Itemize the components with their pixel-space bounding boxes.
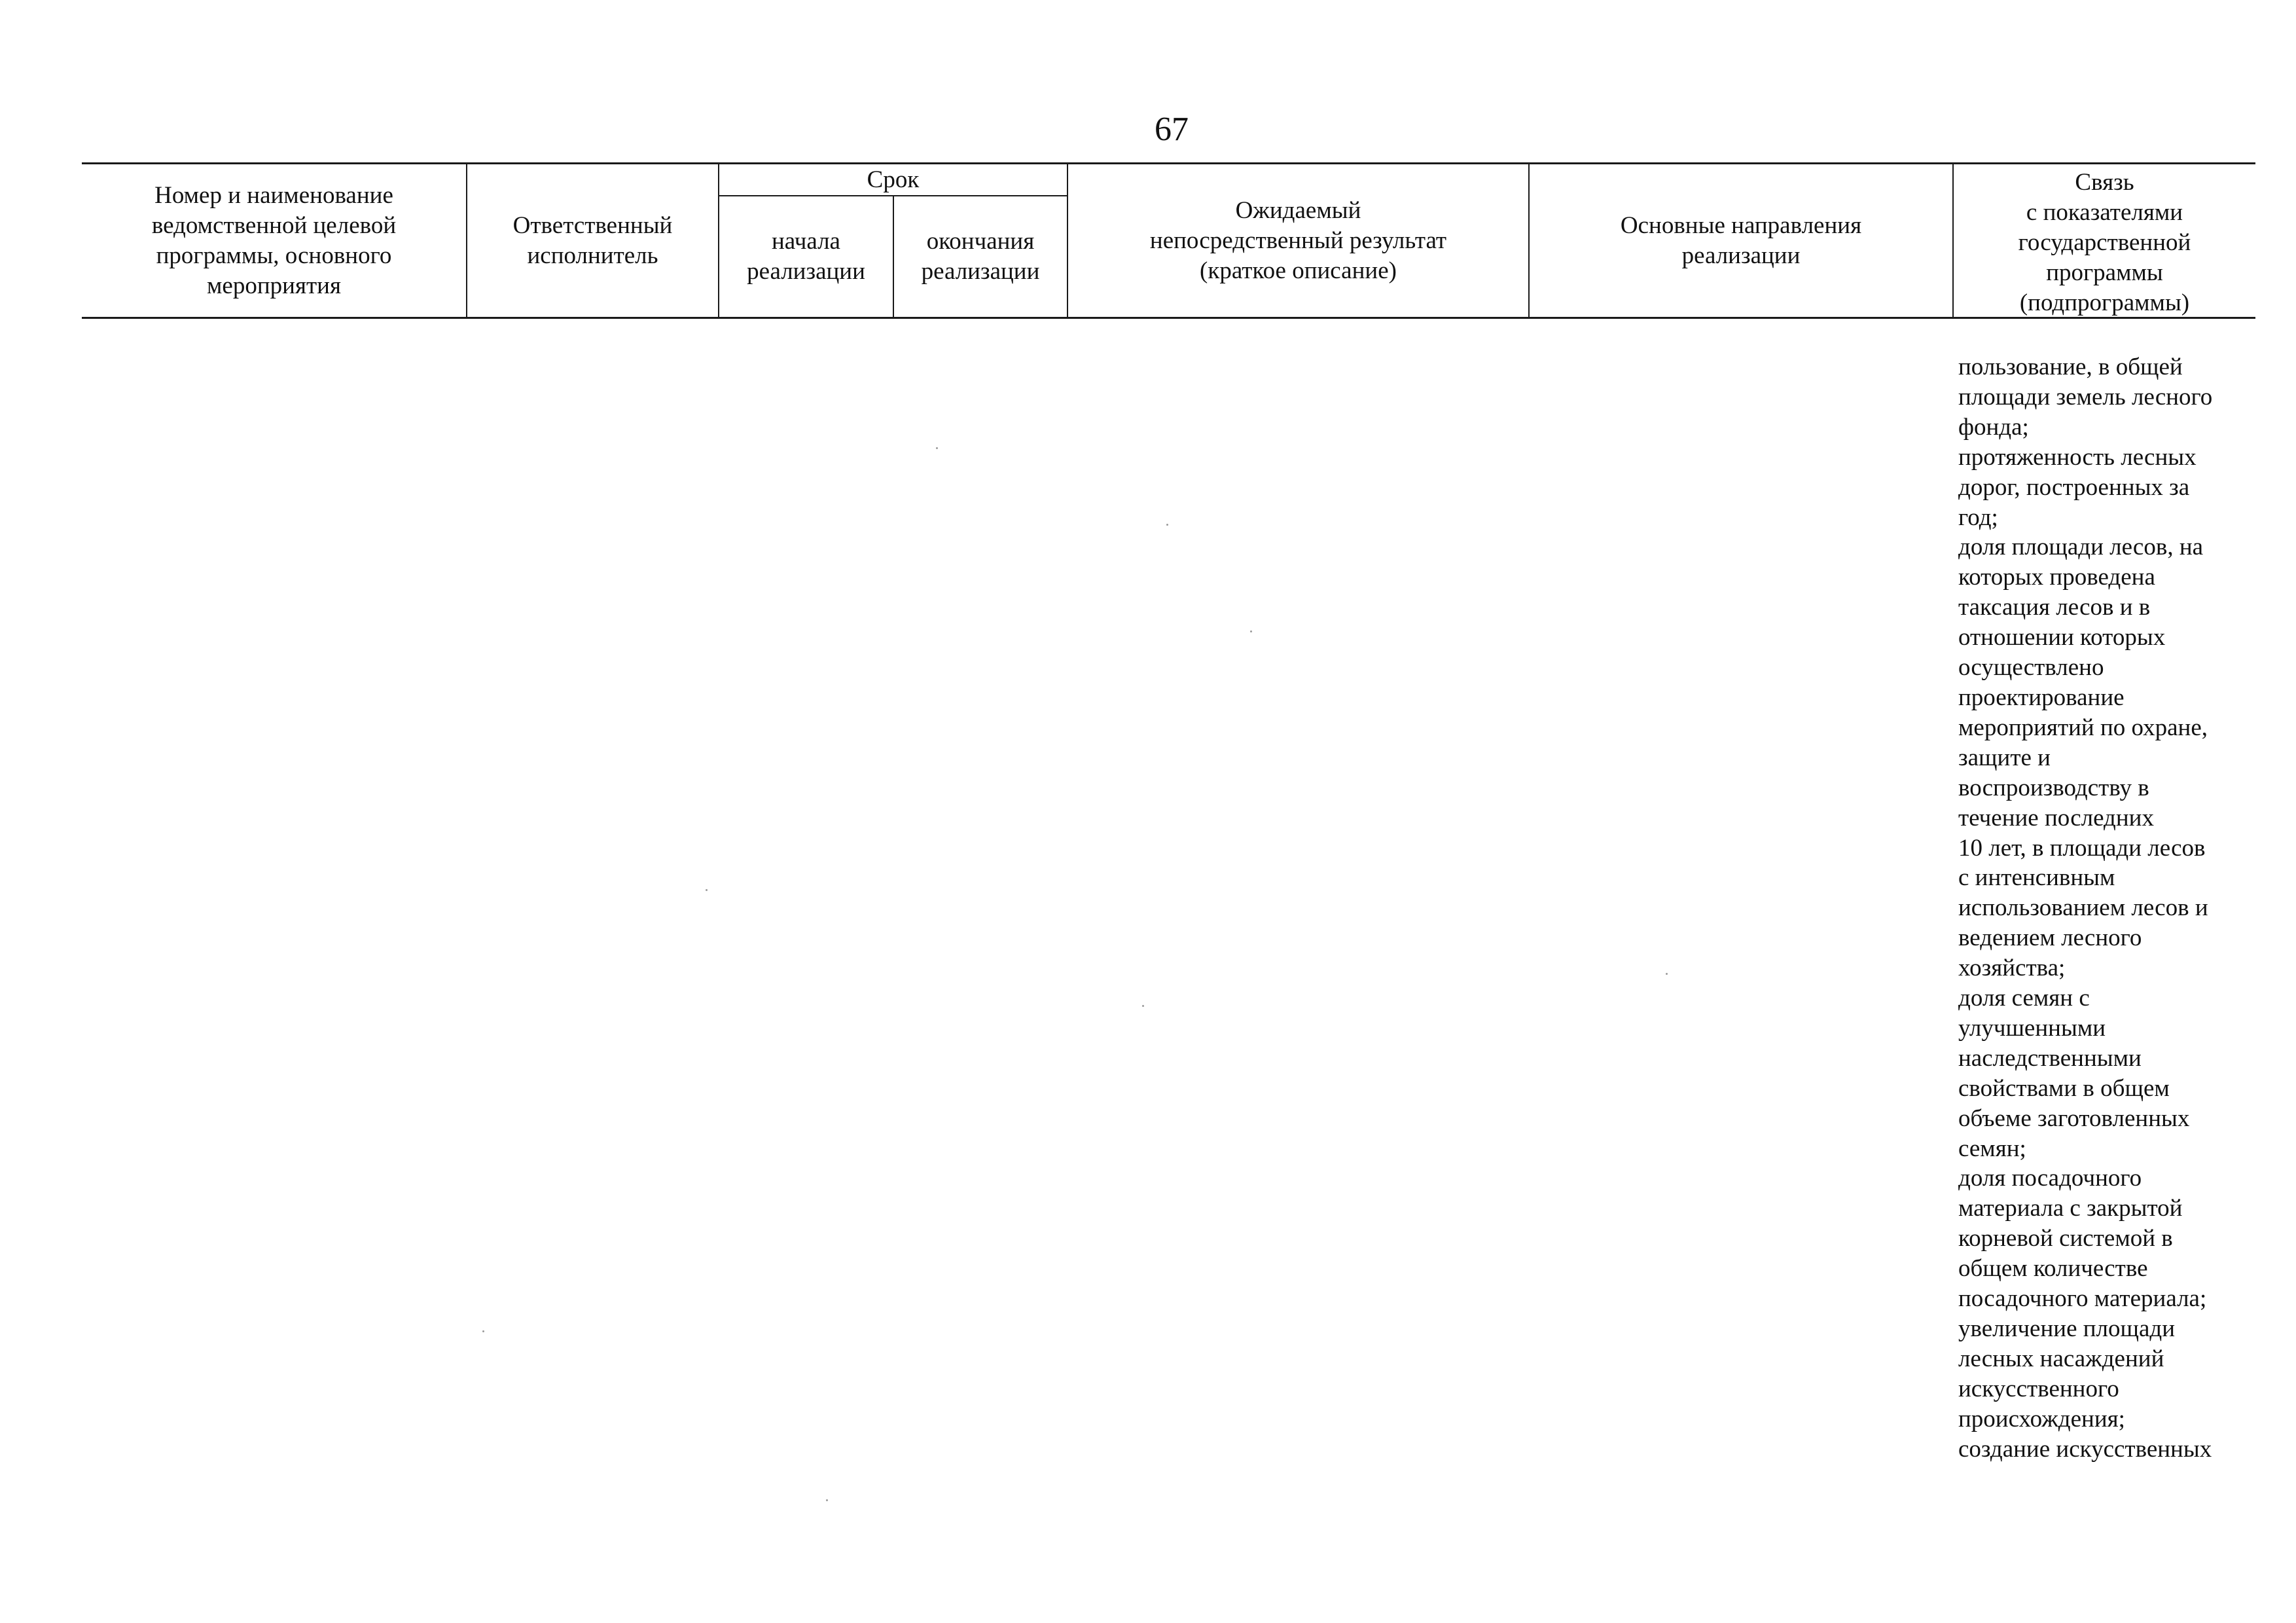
header-main-directions: Основные направления реализации [1620,211,1862,269]
header-link-to-indicators: Связь с показателями государственной программы (подпрограммы) [2018,169,2191,316]
header-bottom-rule [82,317,2255,319]
scan-speck [1250,630,1252,632]
header-program-name: Номер и наименование ведомственной целевой программы, основного мероприятия [151,181,397,299]
scan-speck [826,1499,828,1501]
page-number: 67 [1155,111,1189,148]
header-responsible-executor: Ответственный исполнитель [512,211,673,269]
header-term-start: начала реализации [747,228,865,285]
scan-speck [482,1330,484,1332]
scan-speck [1142,1005,1144,1007]
link-indicators-text: пользование, в общей площади земель лесного фонда; протяженность лесных дорог, построенных за год; доля площади лесов, на которых проведена таксация лесов и в отношении которых осуществлено проектирование мероприятий по охране, защите и воспроизводству в течение последних 10 лет, в площади лесов с интенсивным использованием лесов и ведением лесного хозяйства; доля семян с улучшенными наследственными свойствами в общем объеме заготовленных семян; доля посадочного материала с закрытой корневой системой в общем количестве посадочного материала; увеличение площади лесных насаждений искусственного происхождения; создание искусственных [1958,354,2213,1463]
scan-speck [1666,973,1668,975]
header-expected-result: Ожидаемый непосредственный результат (краткое описание) [1149,196,1447,284]
scan-speck [936,447,938,449]
scan-speck [1166,524,1168,526]
header-term-end: окончания реализации [921,228,1040,285]
scan-speck [706,889,708,891]
header-term: Срок [867,166,920,193]
